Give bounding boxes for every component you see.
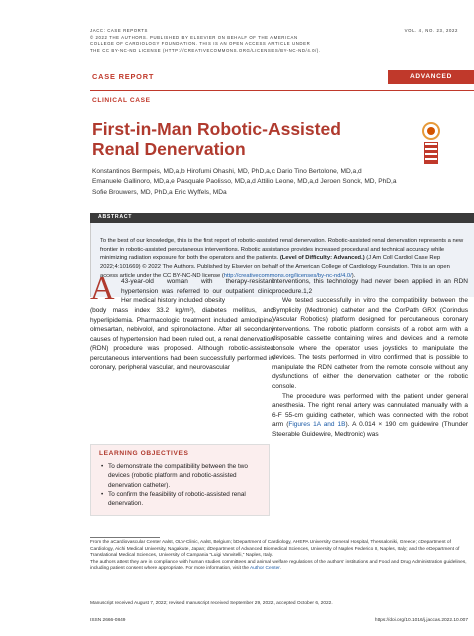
issn: ISSN 2666-0849 <box>90 618 126 623</box>
difficulty-level: (Level of Difficulty: Advanced.) <box>279 255 365 262</box>
open-access-badge[interactable] <box>420 122 442 164</box>
header-line: THE CC BY-NC-ND LICENSE (HTTP://CREATIVECOMMONS.ORG/LICENSES/BY-NC-ND/4.0/). <box>90 47 321 53</box>
compliance-pre: visit the <box>232 566 251 572</box>
journal-header <box>90 28 458 54</box>
author-center-link[interactable]: Author Center <box>250 566 280 572</box>
manuscript-dates: Manuscript received August 7, 2022; revised manuscript received September 29, 2022, accepted October 6, 2022. <box>90 601 333 606</box>
body-col2 <box>272 277 468 439</box>
figure-link[interactable]: Figures 1A and 1B <box>288 421 346 429</box>
article-title <box>92 119 392 159</box>
abstract-label: ABSTRACT <box>98 214 133 220</box>
check-for-updates-icon[interactable] <box>422 122 440 140</box>
footnote-rule <box>90 537 160 538</box>
crossmark-icon <box>424 142 438 164</box>
compliance-note <box>90 560 474 573</box>
drop-cap: A <box>90 270 115 307</box>
case-report-label: CASE REPORT <box>92 72 155 81</box>
col2-text: The procedure was performed with the patient under general anesthesia. The right renal artery was cannulated manually with a 6-F 55-cm guiding catheter, which was connected with the robot arm ( <box>272 392 468 429</box>
abstract-citation: (J Am Coll Cardiol Case Rep 2022;4:101669) © 2022 The Authors. Published by Elsevier on behalf of the American College of Cardiology Foundation. This is an open access article under the CC BY-NC-ND license ( <box>100 255 450 279</box>
col2-paragraph <box>272 392 468 440</box>
header-line: COLLEGE OF CARDIOLOGY FOUNDATION. THIS IS AN OPEN ACCESS ARTICLE UNDER <box>90 41 311 47</box>
body-col1-top: 43-year-old woman with therapy-resistant hypertension was referred to our outpatient clinic. Her medical history included obesity <box>121 278 274 305</box>
journal-header-left <box>90 28 458 54</box>
affiliations: From the aCardiovascular Center Aalst, OLV-Clinic, Aalst, Belgium; bDepartment of Cardiology, AHEPA University General Hospital, Thessaloniki, Greece; cDepartment of Cardiology, Aichi Medical University, Nagakute, Japan; dDepartment of Advanced Biomedical Sciences, University of Naples Federico II, Naples, Italy; and the eDepartment of Translational Medical Sciences, University of Campania “Luigi Vanvitelli,” Naples, Italy. <box>90 540 460 559</box>
abstract-body: To the best of our knowledge, this is the first report of robotic-assisted renal denervation. Robotic-assisted renal denervation represents a new frontier in robotic-assisted percutaneous interventions. Robotic assistance provides increased procedural and technical accuracy while minimizing radiation exposure for both the operators and the patients. <box>100 238 464 262</box>
compliance-text: The authors attest they are in compliance with human studies committees and animal welfare regulations of the authors’ institutions and Food and Drug Administration guidelines, including patient consent where appropriate. For more information, <box>90 559 467 572</box>
author-list <box>92 167 412 198</box>
volume-info: VOL. 4, NO. 23, 2022 <box>404 28 458 33</box>
doi-link[interactable]: https://doi.org/10.1016/j.jaccas.2022.10.007 <box>374 618 468 623</box>
title-line-2: Renal Denervation <box>92 139 246 159</box>
learning-objectives-box <box>90 444 270 516</box>
authors-line: Sofie Brouwers, MD, PhD,a Eric Wyffels, MDa <box>92 188 227 196</box>
header-line: © 2022 THE AUTHORS. PUBLISHED BY ELSEVIER ON BEHALF OF THE AMERICAN <box>90 34 298 40</box>
authors-line: Konstantinos Bermpeis, MD,a,b Hirofumi Ohashi, MD, PhD,a,c Dario Tino Bertolone, MD,a,d <box>92 168 362 175</box>
citation-end: ). <box>351 272 356 279</box>
header-line: JACC: CASE REPORTS <box>90 28 148 33</box>
learning-objectives-list <box>101 462 265 508</box>
col2-paragraph: interventions, this technology had never been applied in an RDN procedure.1,2 <box>272 278 468 295</box>
col2-text: ). A 0.014 × 190 cm guidewire (Thunder Steerable Guidewire, Medtronic) was <box>272 421 469 438</box>
compliance-end: . <box>279 566 281 572</box>
authors-line: Emanuele Gallinoro, MD,a,e Pasquale Paolisso, MD,a,d Attilio Leone, MD,a,d Jeroen Sonck, MD, PhD,a <box>92 178 397 186</box>
objective-item: • To confirm the feasibility of robotic-assisted renal denervation. <box>101 490 265 509</box>
learning-objectives-heading: LEARNING OBJECTIVES <box>99 450 189 457</box>
footnotes <box>90 540 474 573</box>
title-line-1: First-in-Man Robotic-Assisted <box>92 119 341 139</box>
body-col1-rest: (body mass index 33.2 kg/m²), diabetes mellitus, and hyperlipidemia. Pharmacologic treatment included amlodipine, olmesartan, nebivolol, and spironolactone. After all secondary causes of hypertension had been ruled out, a renal denervation (RDN) procedure was proposed. Although robotic-assisted percutaneous interventions had been successfully performed in coronary, peripheral vascular, and neurovascular <box>90 307 274 372</box>
clinical-case-label: CLINICAL CASE <box>92 97 151 104</box>
abstract-text <box>100 237 468 281</box>
difficulty-tag: ADVANCED <box>388 70 474 84</box>
objective-item: • To demonstrate the compatibility between the two devices (robotic platform and robotic-assisted denervation catheter). <box>101 462 265 490</box>
license-link[interactable]: http://creativecommons.org/licenses/by-nc-nd/4.0/ <box>223 272 352 279</box>
col2-paragraph: We tested successfully in vitro the compatibility between the Symplicity (Medtronic) catheter and the CorPath GRX (Corindus Vascular Robotics) platform designed for percutaneous coronary interventions. The robotic platform consists of a robot arm with a disposable cassette containing wires and devices and a remote console where the operator uses joysticks to manipulate the devices. The tests performed in vitro confirmed that is possible to manipulate the RDN catheter from the remote console without any dysfunctions of either the denervation catheter or the robotic console. <box>272 297 468 391</box>
abstract-header <box>90 213 474 223</box>
